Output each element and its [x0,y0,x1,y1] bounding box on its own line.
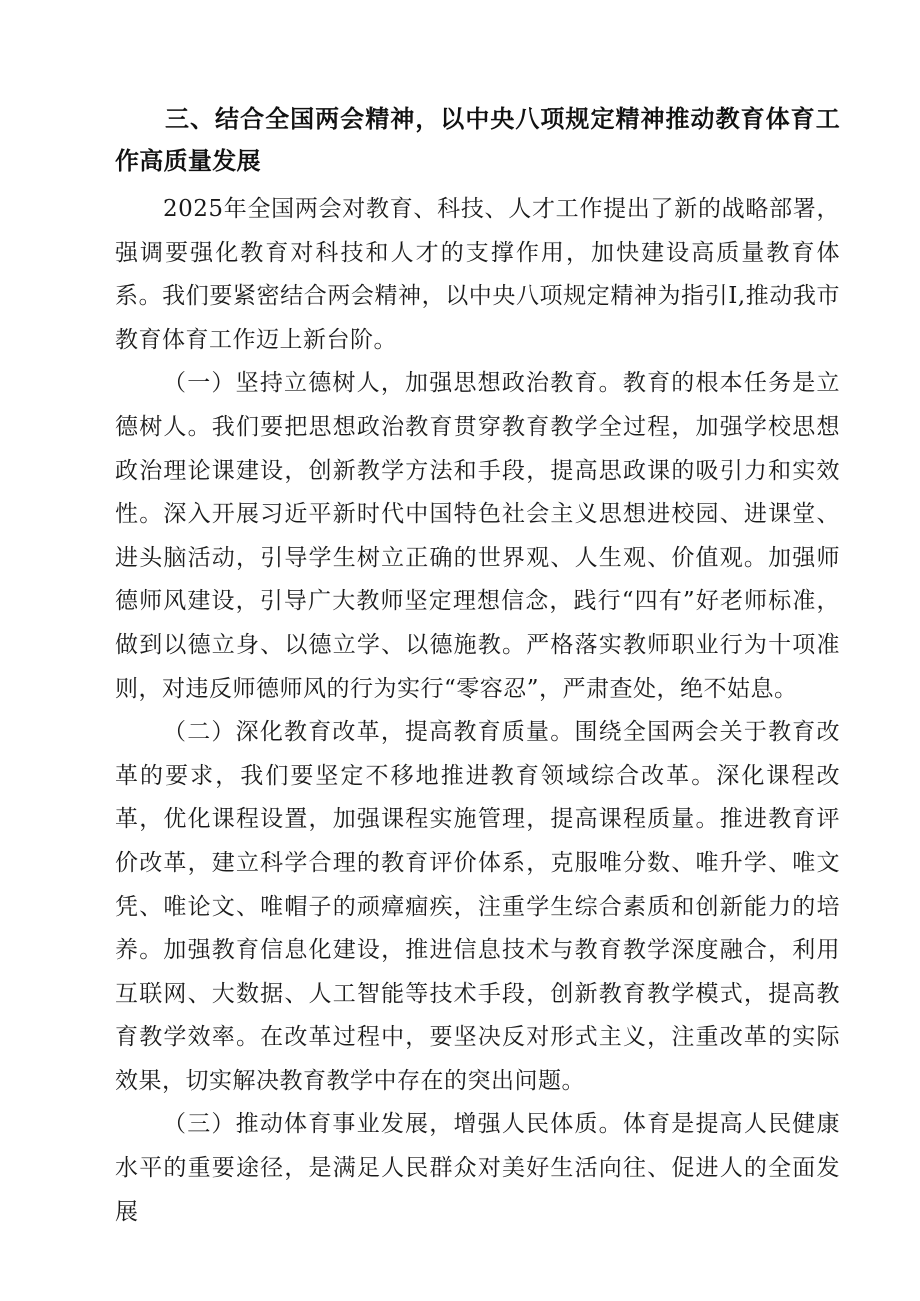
intro-paragraph: 2025年全国两会对教育、科技、人才工作提出了新的战略部署，强调要强化教育对科技和人才的支撑作用，加快建设高质量教育体系。我们要紧密结合两会精神，以中央八项规定精神为指引I,推动我市教育体育工作迈上新台阶。 [115,196,840,353]
paragraph-moral-education: （一）坚持立德树人，加强思想政治教育。教育的根本任务是立德树人。我们要把思想政治教育贯穿教育教学全过程，加强学校思想政治理论课建设，创新教学方法和手段，提高思政课的吸引力和实效性。深入开展习近平新时代中国特色社会主义思想进校园、进课堂、进头脑活动，引导学生树立正确的世界观、人生观、价值观。加强师德师风建设，引导广大教师坚定理想信念，践行“四有”好老师标准，做到以德立身、以德立学、以德施教。严格落实教师职业行为十项准则，对违反师德师风的行为实行“零容忍”，严肃查处，绝不姑息。 [115,370,840,702]
paragraph-sports-development: （三）推动体育事业发展，增强人民体质。体育是提高人民健康水平的重要途径，是满足人民群众对美好生活向往、促进人的全面发展 [115,1111,840,1225]
section-heading: 三、结合全国两会精神，以中央八项规定精神推动教育体育工作高质量发展 [115,105,840,175]
paragraph-education-reform: （二）深化教育改革，提高教育质量。围绕全国两会关于教育改革的要求，我们要坚定不移地推进教育领域综合改革。深化课程改革，优化课程设置，加强课程实施管理，提高课程质量。推进教育评价改革，建立科学合理的教育评价体系，克服唯分数、唯升学、唯文凭、唯论文、唯帽子的顽瘴痼疾，注重学生综合素质和创新能力的培养。加强教育信息化建设，推进信息技术与教育教学深度融合，利用互联网、大数据、人工智能等技术手段，创新教育教学模式，提高教育教学效率。在改革过程中，要坚决反对形式主义，注重改革的实际效果，切实解决教育教学中存在的突出问题。 [115,719,840,1094]
